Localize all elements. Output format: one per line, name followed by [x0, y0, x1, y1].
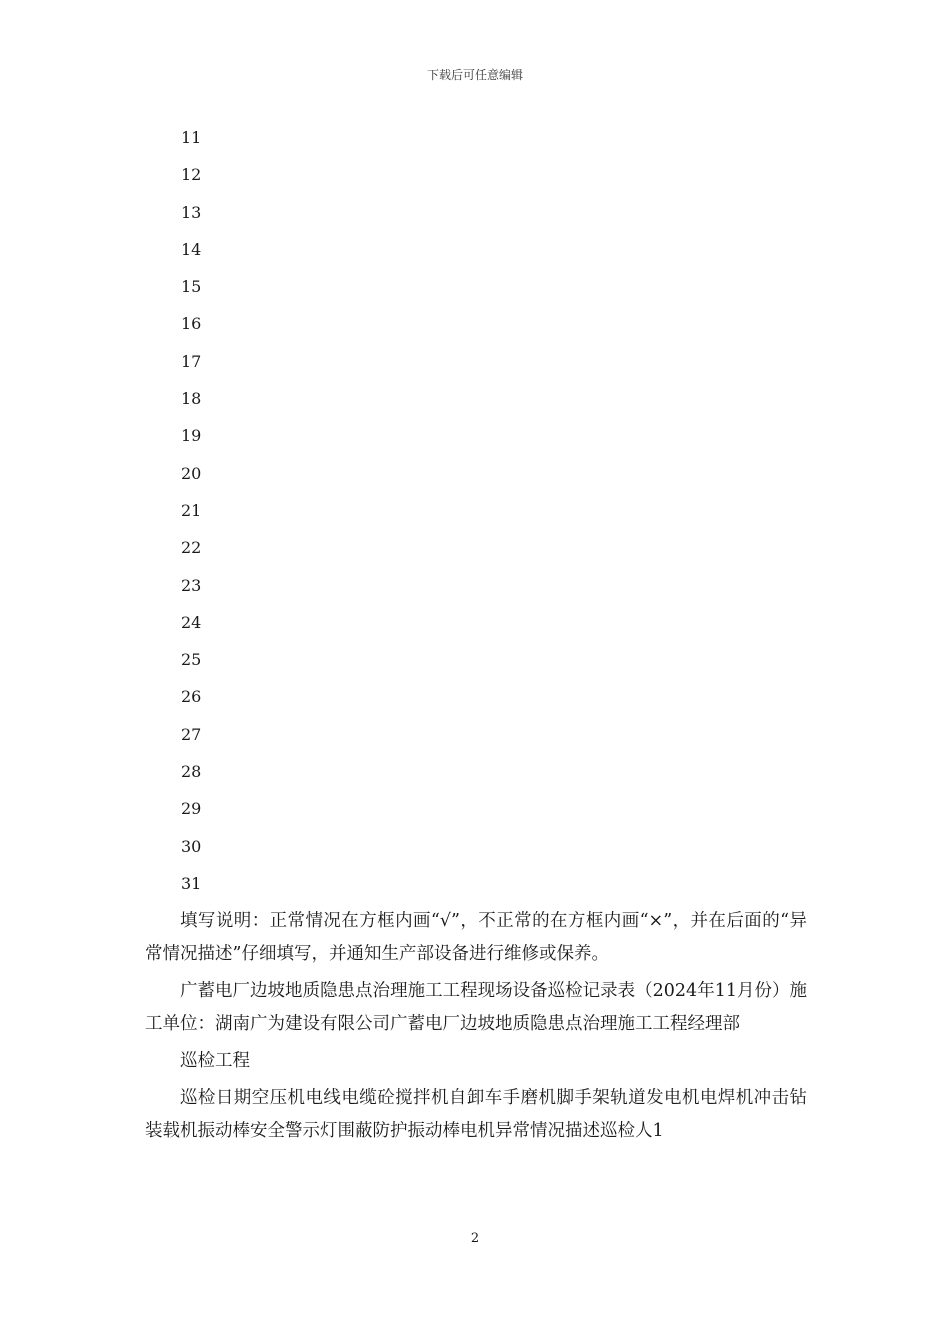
- row-number: 31: [181, 873, 202, 893]
- section-heading: 巡检工程: [180, 1051, 250, 1071]
- row-number: 23: [181, 575, 202, 595]
- instructions-paragraph: 填写说明：正常情况在方框内画“√”，不正常的在方框内画“×”，并在后面的“异常情况描述”仔细填写，并通知生产部设备进行维修或保养。: [145, 911, 807, 964]
- row-number: 26: [181, 687, 202, 707]
- row-number: 29: [181, 799, 202, 819]
- page-header: 下载后可任意编辑: [426, 68, 523, 82]
- row-number: 11: [181, 128, 202, 147]
- row-number: 17: [181, 351, 202, 371]
- row-number: 14: [181, 239, 202, 259]
- row-number: 28: [181, 762, 202, 782]
- page-number: 2: [470, 1231, 480, 1246]
- inspection-items-paragraph: 巡检日期空压机电线电缆砼搅拌机自卸车手磨机脚手架轨道发电机电焊机冲击钻装载机振动棒安全警示灯围蔽防护振动棒电机异常情况描述巡检人1: [145, 1088, 807, 1141]
- row-number: 22: [181, 538, 202, 558]
- row-number: 16: [181, 314, 202, 334]
- row-number: 24: [181, 612, 202, 632]
- row-number-list: [181, 126, 201, 909]
- row-number: 27: [181, 724, 202, 744]
- row-number: 20: [181, 463, 202, 483]
- row-number: 15: [181, 277, 202, 297]
- row-number: 12: [181, 165, 202, 185]
- row-number: 21: [181, 500, 202, 520]
- row-number: 18: [181, 389, 202, 409]
- document-body: [145, 905, 807, 1152]
- row-number: 19: [181, 426, 202, 446]
- title-unit-paragraph: 广蓄电厂边坡地质隐患点治理施工工程现场设备巡检记录表（2024年11月份）施工单位：湖南广为建设有限公司广蓄电厂边坡地质隐患点治理施工工程经理部: [145, 981, 807, 1034]
- row-number: 30: [181, 836, 202, 856]
- row-number: 13: [181, 202, 202, 222]
- row-number: 25: [181, 650, 202, 670]
